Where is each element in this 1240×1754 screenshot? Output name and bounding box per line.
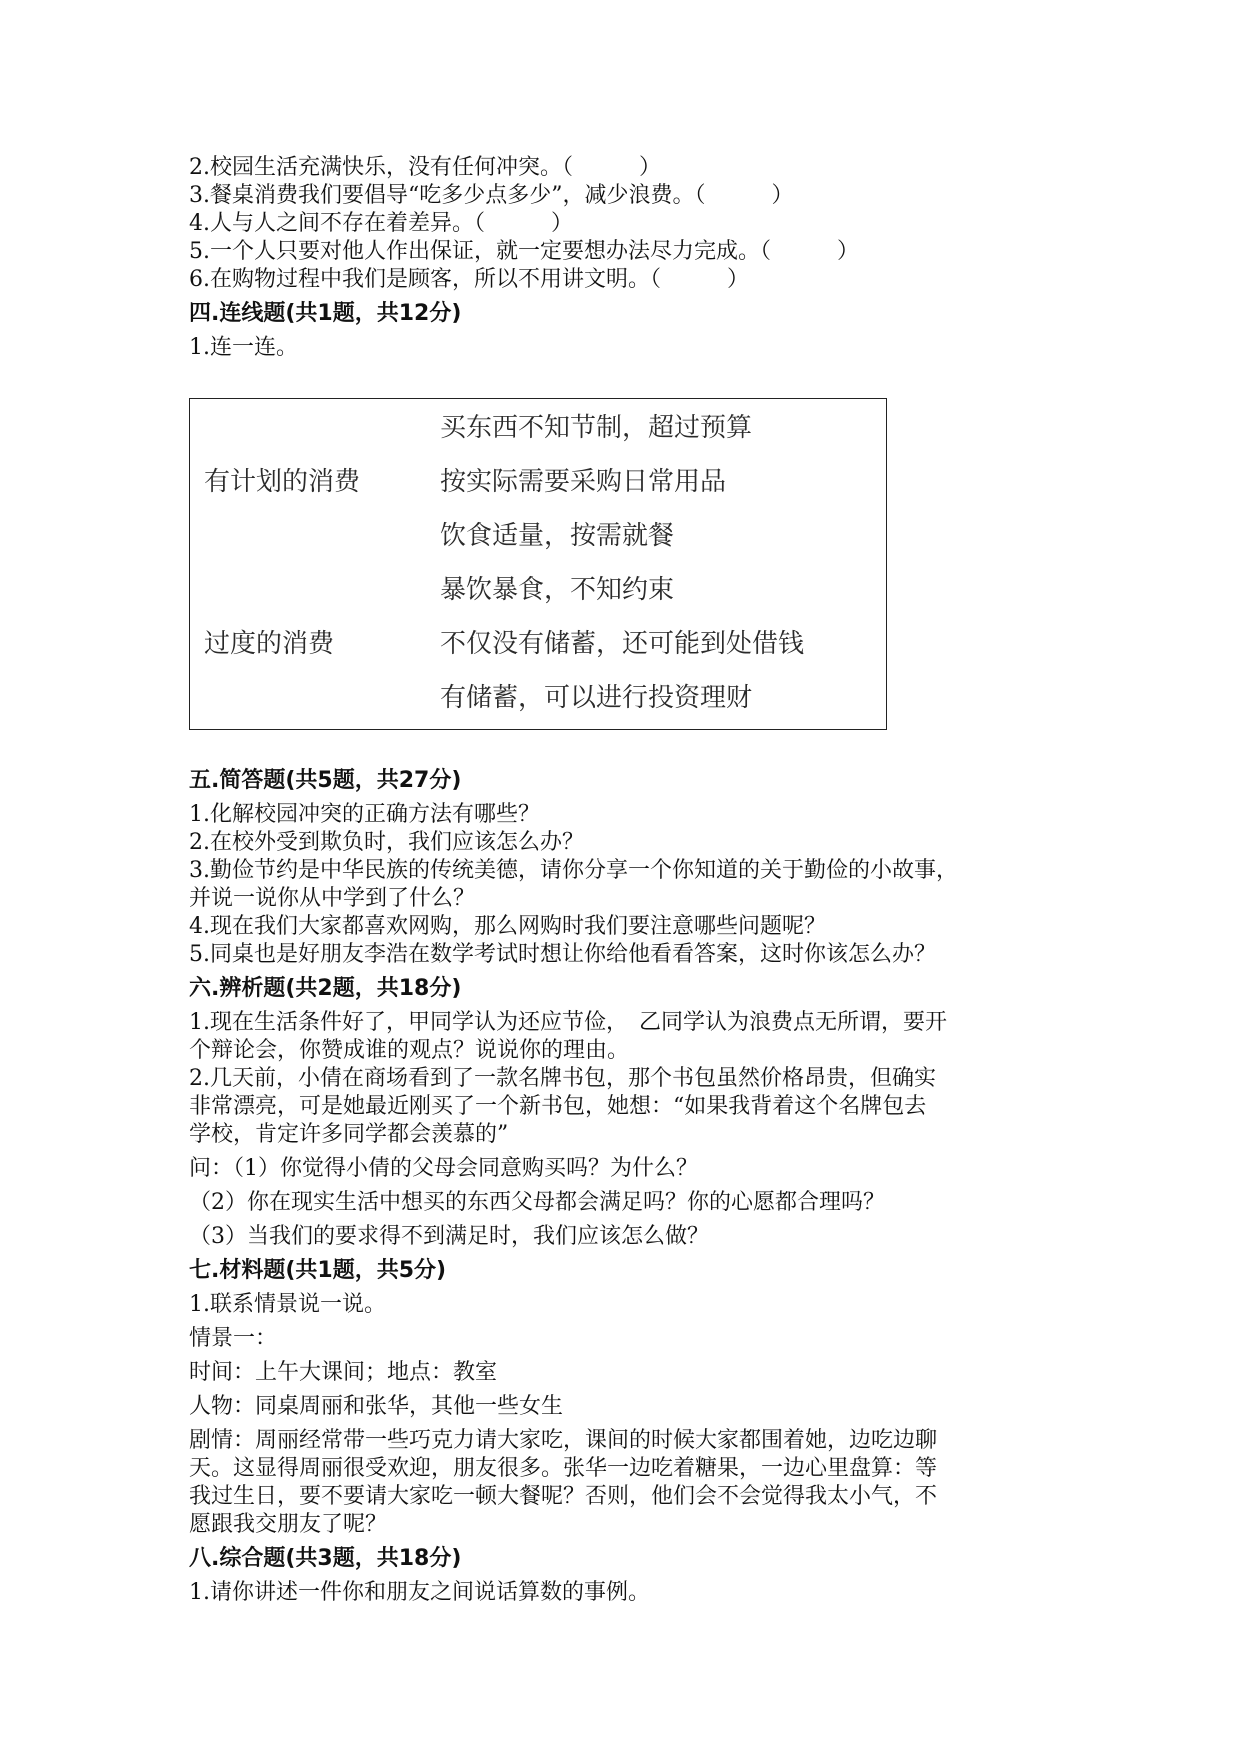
section-heading-material: 七.材料题(共1题，共5分) — [189, 1258, 447, 1283]
material-line: 情景一： — [189, 1326, 278, 1351]
judge-item-6: 6.在购物过程中我们是顾客，所以不用讲文明。（ ） — [189, 267, 749, 292]
analysis-line: 问：（1）你觉得小倩的父母会同意购买吗？为什么？ — [189, 1156, 698, 1181]
short-answer-line: 并说一说你从中学到了什么？ — [189, 886, 476, 911]
matching-box — [189, 398, 887, 730]
material-line: 人物：同桌周丽和张华，其他一些女生 — [189, 1394, 564, 1419]
match-right-item-5[interactable]: 不仅没有储蓄，还可能到处借钱 — [440, 629, 805, 659]
section-heading-comprehensive: 八.综合题(共3题，共18分) — [189, 1546, 462, 1571]
judge-item-4: 4.人与人之间不存在着差异。（ ） — [189, 211, 573, 236]
comprehensive-line: 1.请你讲述一件你和朋友之间说话算数的事例。 — [189, 1580, 650, 1605]
analysis-line: 学校，肯定许多同学都会羡慕的” — [189, 1122, 509, 1147]
analysis-line: 非常漂亮，可是她最近刚买了一个新书包，她想：“如果我背着这个名牌包去 — [189, 1094, 927, 1119]
analysis-line: （2）你在现实生活中想买的东西父母都会满足吗？你的心愿都合理吗？ — [189, 1190, 885, 1215]
analysis-line: （3）当我们的要求得不到满足时，我们应该怎么做？ — [189, 1224, 709, 1249]
match-right-item-6[interactable]: 有储蓄，可以进行投资理财 — [440, 683, 753, 713]
match-right-item-4[interactable]: 暴饮暴食，不知约束 — [440, 575, 675, 605]
material-line: 1.联系情景说一说。 — [189, 1292, 386, 1317]
analysis-line: 2.几天前，小倩在商场看到了一款名牌书包，那个书包虽然价格昂贵，但确实 — [189, 1066, 936, 1091]
match-right-item-1[interactable]: 买东西不知节制，超过预算 — [440, 413, 753, 443]
analysis-line: 个辩论会，你赞成谁的观点？说说你的理由。 — [189, 1038, 630, 1063]
judge-item-2: 2.校园生活充满快乐，没有任何冲突。（ ） — [189, 155, 661, 180]
section-heading-analysis: 六.辨析题(共2题，共18分) — [189, 976, 462, 1001]
section-heading-short-answer: 五.简答题(共5题，共27分) — [189, 768, 462, 793]
analysis-line: 1.现在生活条件好了，甲同学认为还应节俭， 乙同学认为浪费点无所谓，要开 — [189, 1010, 947, 1035]
judge-item-3: 3.餐桌消费我们要倡导“吃多少点多少”，减少浪费。（ ） — [189, 183, 794, 208]
match-left-item-2[interactable]: 过度的消费 — [204, 629, 335, 659]
matching-question: 1.连一连。 — [189, 335, 298, 360]
judge-item-5: 5.一个人只要对他人作出保证，就一定要想办法尽力完成。（ ） — [189, 239, 859, 264]
match-left-item-1[interactable]: 有计划的消费 — [204, 467, 361, 497]
material-line: 天。这显得周丽很受欢迎，朋友很多。张华一边吃着糖果，一边心里盘算：等 — [189, 1456, 938, 1481]
section-heading-matching: 四.连线题(共1题，共12分) — [189, 301, 462, 326]
short-answer-line: 2.在校外受到欺负时，我们应该怎么办？ — [189, 830, 584, 855]
short-answer-line: 4.现在我们大家都喜欢网购，那么网购时我们要注意哪些问题呢？ — [189, 914, 826, 939]
match-right-item-3[interactable]: 饮食适量，按需就餐 — [440, 521, 675, 551]
match-right-item-2[interactable]: 按实际需要采购日常用品 — [440, 467, 727, 497]
material-line: 愿跟我交朋友了呢？ — [189, 1512, 388, 1537]
short-answer-line: 5.同桌也是好朋友李浩在数学考试时想让你给他看看答案，这时你该怎么办？ — [189, 942, 936, 967]
short-answer-line: 3.勤俭节约是中华民族的传统美德，请你分享一个你知道的关于勤俭的小故事， — [189, 858, 958, 883]
short-answer-line: 1.化解校园冲突的正确方法有哪些？ — [189, 802, 540, 827]
material-line: 我过生日，要不要请大家吃一顿大餐呢？否则，他们会不会觉得我太小气，不 — [189, 1484, 938, 1509]
material-line: 剧情：周丽经常带一些巧克力请大家吃，课间的时候大家都围着她，边吃边聊 — [189, 1428, 938, 1453]
material-line: 时间：上午大课间；地点：教室 — [189, 1360, 498, 1385]
